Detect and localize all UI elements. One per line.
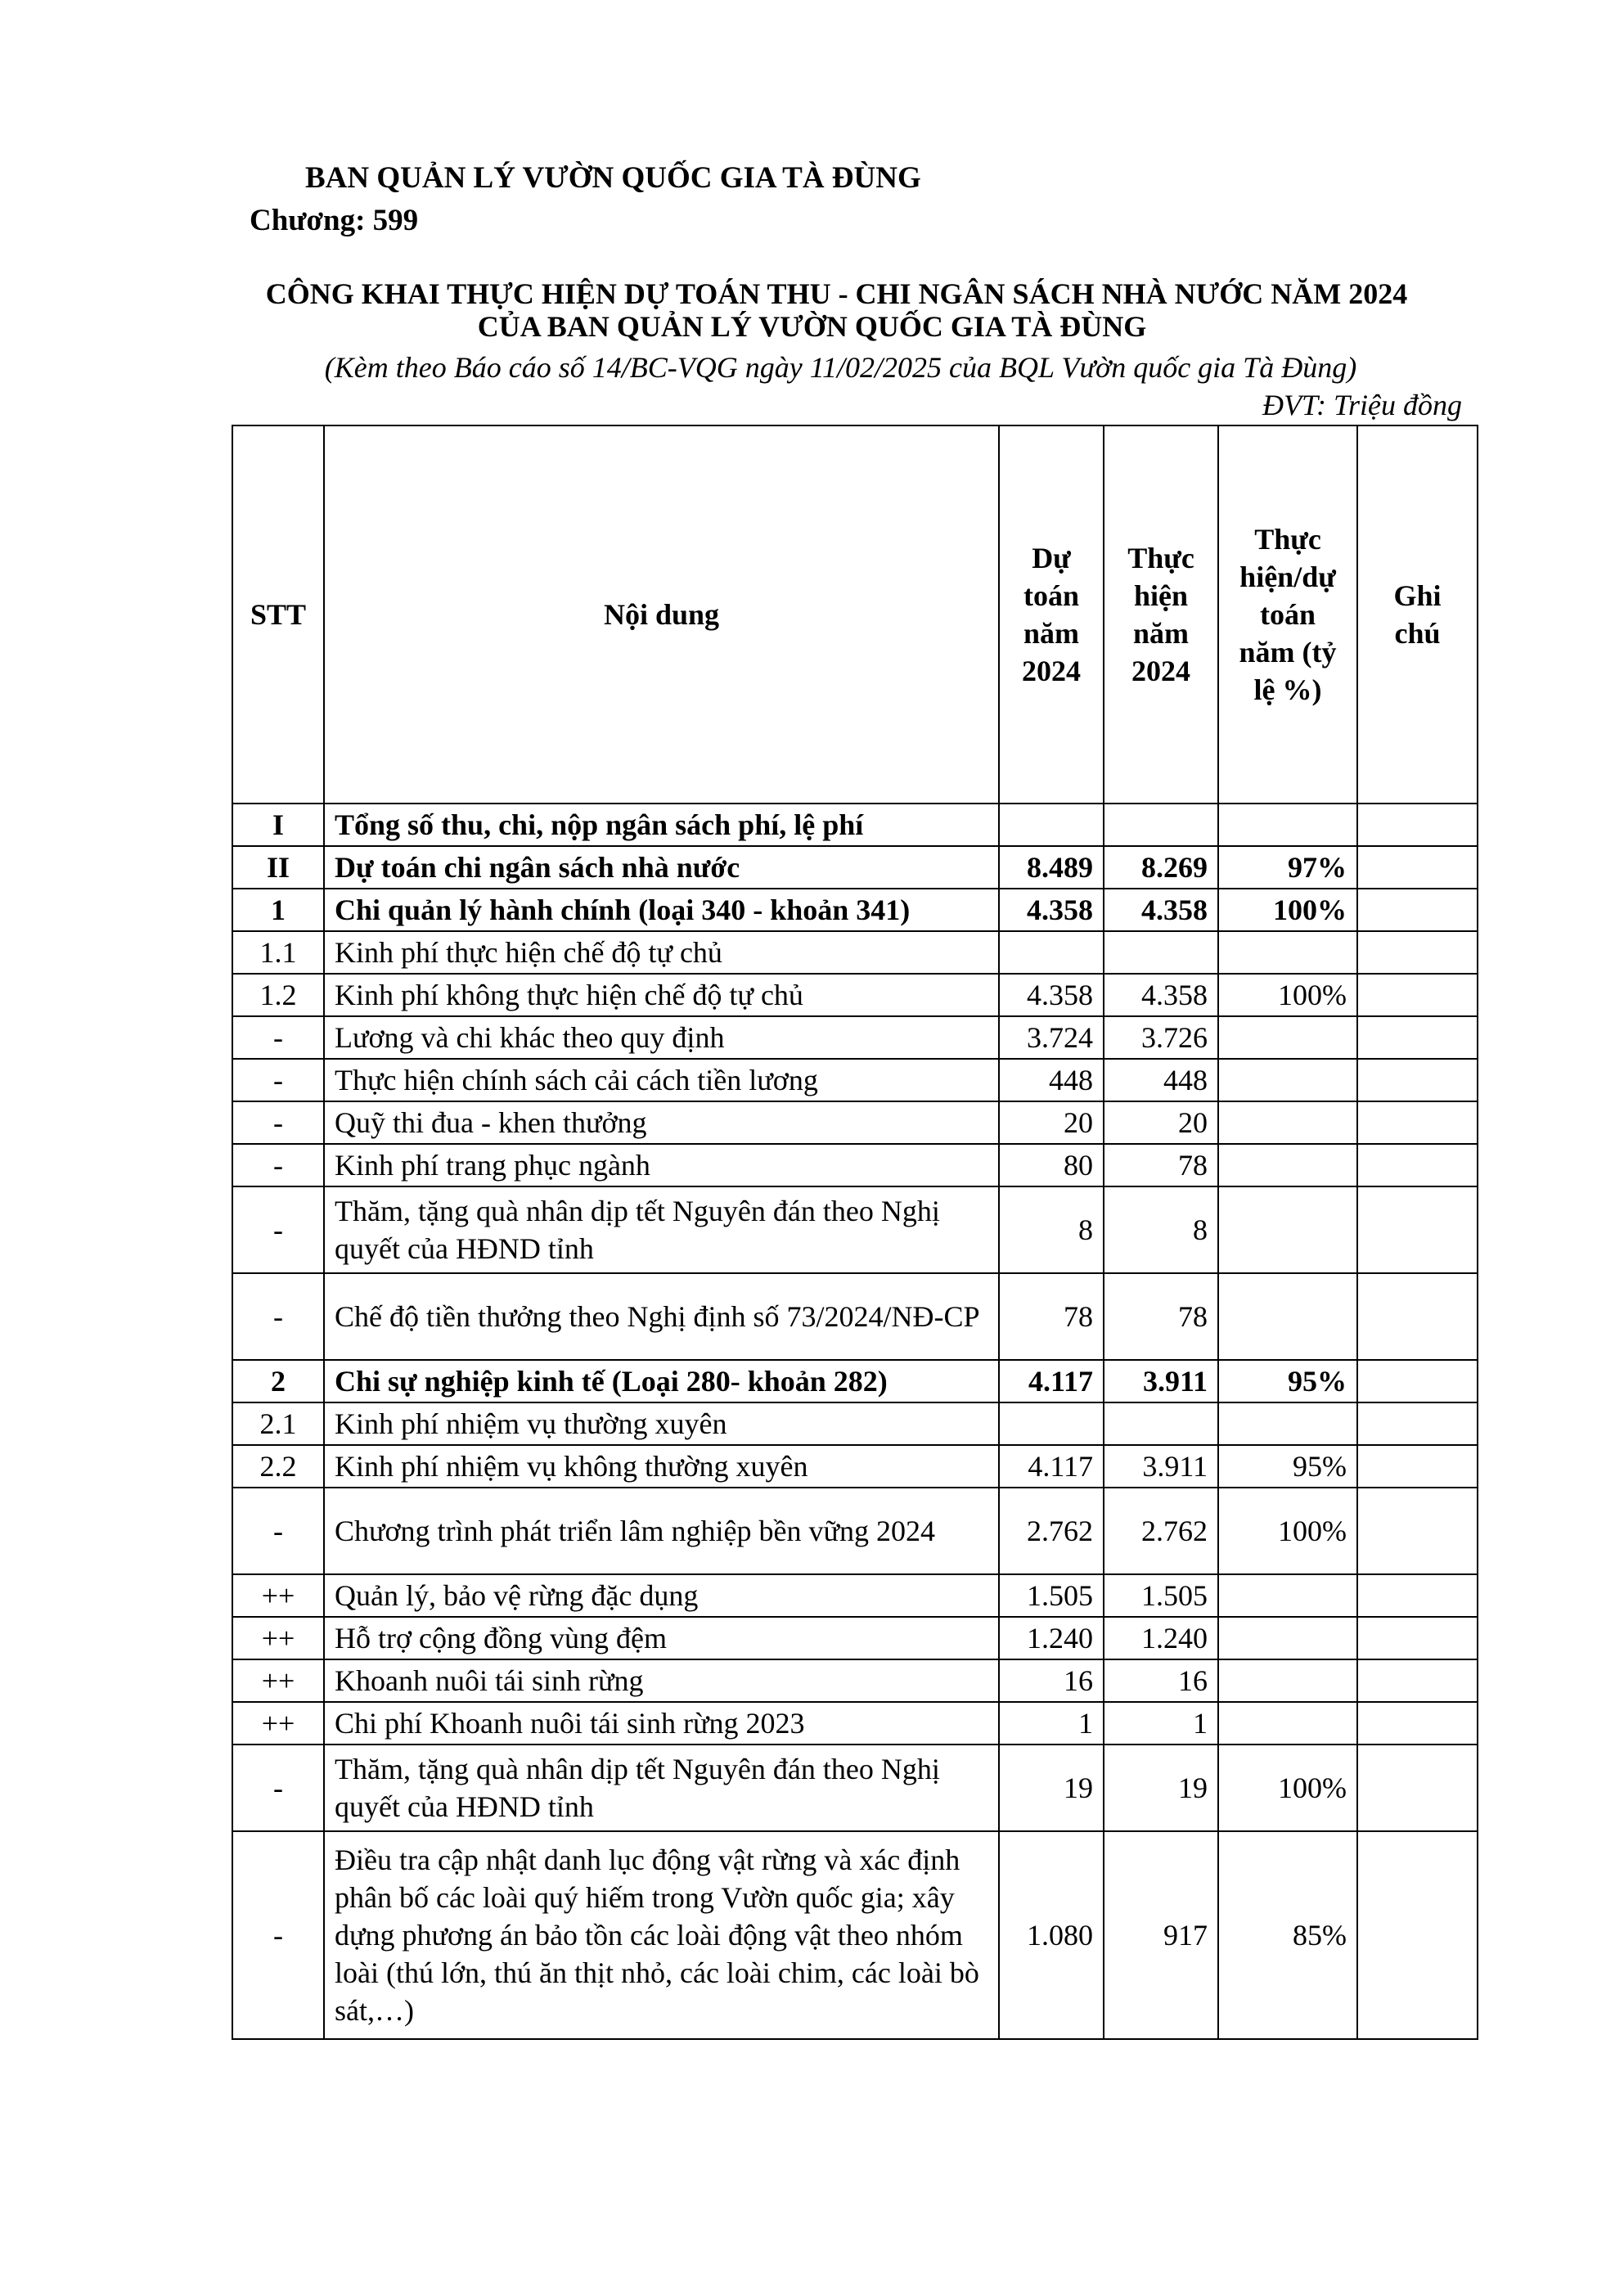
cell-estimate: 3.724 (999, 1016, 1104, 1059)
cell-content: Điều tra cập nhật danh lục động vật rừng và xác định phân bố các loài quý hiếm trong Vườn quốc gia; xây dựng phương án bảo tồn các loài động vật theo nhóm loài (thú lớn, thú ăn thịt nhỏ, các loài chim, các loài bò sát,…) (324, 1831, 999, 2039)
cell-estimate: 448 (999, 1059, 1104, 1101)
cell-note (1357, 1101, 1478, 1144)
cell-stt: - (232, 1059, 324, 1101)
cell-ratio (1218, 1659, 1357, 1702)
column-header-ratio: Thực hiện/dự toán năm (tỷ lệ %) (1218, 425, 1357, 804)
cell-content: Kinh phí nhiệm vụ thường xuyên (324, 1402, 999, 1445)
table-row (232, 1831, 1478, 2039)
cell-content: Chi quản lý hành chính (loại 340 - khoản 341) (324, 889, 999, 931)
cell-stt: - (232, 1101, 324, 1144)
cell-note (1357, 1059, 1478, 1101)
cell-ratio (1218, 1702, 1357, 1745)
table-row (232, 931, 1478, 974)
cell-estimate: 4.117 (999, 1360, 1104, 1402)
document-title-line1: CÔNG KHAI THỰC HIỆN DỰ TOÁN THU - CHI NGÂN SÁCH NHÀ NƯỚC NĂM 2024 (265, 277, 1408, 310)
cell-note (1357, 1445, 1478, 1488)
cell-actual: 20 (1104, 1101, 1218, 1144)
cell-content: Thực hiện chính sách cải cách tiền lương (324, 1059, 999, 1101)
cell-content: Chi phí Khoanh nuôi tái sinh rừng 2023 (324, 1702, 999, 1745)
cell-actual: 1.505 (1104, 1574, 1218, 1617)
cell-actual (1104, 931, 1218, 974)
cell-note (1357, 1360, 1478, 1402)
document-title-line2: CỦA BAN QUẢN LÝ VƯỜN QUỐC GIA TÀ ĐÙNG (477, 310, 1147, 343)
cell-content: Chế độ tiền thưởng theo Nghị định số 73/2024/NĐ-CP (324, 1273, 999, 1360)
cell-note (1357, 1016, 1478, 1059)
table-row (232, 1016, 1478, 1059)
cell-stt: 1 (232, 889, 324, 931)
cell-ratio (1218, 1186, 1357, 1273)
cell-estimate: 4.117 (999, 1445, 1104, 1488)
table-row (232, 1402, 1478, 1445)
cell-estimate: 1.505 (999, 1574, 1104, 1617)
cell-stt: - (232, 1831, 324, 2039)
cell-estimate: 19 (999, 1745, 1104, 1831)
cell-ratio: 100% (1218, 1745, 1357, 1831)
cell-note (1357, 846, 1478, 889)
cell-note (1357, 1144, 1478, 1186)
cell-actual: 1.240 (1104, 1617, 1218, 1659)
cell-note (1357, 1617, 1478, 1659)
cell-actual: 16 (1104, 1659, 1218, 1702)
cell-stt: ++ (232, 1702, 324, 1745)
cell-estimate: 8 (999, 1186, 1104, 1273)
cell-estimate (999, 931, 1104, 974)
cell-stt: II (232, 846, 324, 889)
unit-label: ĐVT: Triệu đồng (1262, 389, 1462, 421)
table-row (232, 846, 1478, 889)
cell-ratio: 100% (1218, 974, 1357, 1016)
cell-ratio: 85% (1218, 1831, 1357, 2039)
cell-actual (1104, 1402, 1218, 1445)
cell-note (1357, 1702, 1478, 1745)
table-row (232, 1617, 1478, 1659)
table-header-row (232, 425, 1478, 804)
cell-note (1357, 1745, 1478, 1831)
cell-note (1357, 804, 1478, 846)
cell-content: Kinh phí nhiệm vụ không thường xuyên (324, 1445, 999, 1488)
cell-content: Khoanh nuôi tái sinh rừng (324, 1659, 999, 1702)
cell-ratio (1218, 804, 1357, 846)
cell-note (1357, 1574, 1478, 1617)
cell-actual: 3.911 (1104, 1445, 1218, 1488)
cell-ratio: 95% (1218, 1360, 1357, 1402)
cell-content: Kinh phí trang phục ngành (324, 1144, 999, 1186)
cell-stt: - (232, 1745, 324, 1831)
cell-note (1357, 1831, 1478, 2039)
cell-note (1357, 1273, 1478, 1360)
cell-estimate (999, 804, 1104, 846)
cell-actual (1104, 804, 1218, 846)
cell-estimate: 8.489 (999, 846, 1104, 889)
cell-estimate: 1 (999, 1702, 1104, 1745)
cell-ratio (1218, 1059, 1357, 1101)
cell-ratio: 100% (1218, 889, 1357, 931)
table-row (232, 974, 1478, 1016)
table-row (232, 1659, 1478, 1702)
column-header-estimate: Dự toán năm 2024 (999, 425, 1104, 804)
cell-stt: - (232, 1186, 324, 1273)
cell-stt: - (232, 1273, 324, 1360)
cell-ratio: 95% (1218, 1445, 1357, 1488)
cell-estimate: 1.080 (999, 1831, 1104, 2039)
table-row (232, 1745, 1478, 1831)
cell-estimate: 4.358 (999, 889, 1104, 931)
cell-stt: 1.1 (232, 931, 324, 974)
cell-content: Dự toán chi ngân sách nhà nước (324, 846, 999, 889)
cell-stt: - (232, 1144, 324, 1186)
cell-stt: - (232, 1016, 324, 1059)
cell-note (1357, 931, 1478, 974)
cell-stt: ++ (232, 1574, 324, 1617)
cell-ratio: 100% (1218, 1488, 1357, 1574)
cell-ratio (1218, 1617, 1357, 1659)
column-header-content: Nội dung (324, 425, 999, 804)
cell-content: Thăm, tặng quà nhân dịp tết Nguyên đán theo Nghị quyết của HĐND tỉnh (324, 1745, 999, 1831)
cell-actual: 2.762 (1104, 1488, 1218, 1574)
cell-actual: 8.269 (1104, 846, 1218, 889)
table-row (232, 1059, 1478, 1101)
column-header-actual: Thực hiện năm 2024 (1104, 425, 1218, 804)
cell-stt: ++ (232, 1659, 324, 1702)
cell-stt: 1.2 (232, 974, 324, 1016)
cell-actual: 3.911 (1104, 1360, 1218, 1402)
cell-note (1357, 889, 1478, 931)
cell-note (1357, 1402, 1478, 1445)
table-row (232, 804, 1478, 846)
cell-note (1357, 974, 1478, 1016)
cell-estimate: 80 (999, 1144, 1104, 1186)
column-header-note: Ghi chú (1357, 425, 1478, 804)
cell-ratio (1218, 931, 1357, 974)
cell-actual: 4.358 (1104, 889, 1218, 931)
cell-note (1357, 1659, 1478, 1702)
cell-content: Tổng số thu, chi, nộp ngân sách phí, lệ phí (324, 804, 999, 846)
cell-actual: 3.726 (1104, 1016, 1218, 1059)
cell-actual: 4.358 (1104, 974, 1218, 1016)
cell-ratio (1218, 1574, 1357, 1617)
cell-actual: 78 (1104, 1273, 1218, 1360)
cell-actual: 1 (1104, 1702, 1218, 1745)
cell-actual: 78 (1104, 1144, 1218, 1186)
cell-ratio (1218, 1402, 1357, 1445)
cell-estimate: 20 (999, 1101, 1104, 1144)
cell-actual: 8 (1104, 1186, 1218, 1273)
cell-ratio (1218, 1273, 1357, 1360)
cell-actual: 917 (1104, 1831, 1218, 2039)
budget-table (232, 425, 1478, 2040)
cell-stt: ++ (232, 1617, 324, 1659)
cell-stt: 2 (232, 1360, 324, 1402)
cell-estimate: 78 (999, 1273, 1104, 1360)
cell-content: Chương trình phát triển lâm nghiệp bền vững 2024 (324, 1488, 999, 1574)
table-row (232, 1488, 1478, 1574)
table-row (232, 889, 1478, 931)
cell-content: Chi sự nghiệp kinh tế (Loại 280- khoản 282) (324, 1360, 999, 1402)
cell-stt: - (232, 1488, 324, 1574)
chapter-code: Chương: 599 (250, 204, 419, 237)
document-subtitle: (Kèm theo Báo cáo số 14/BC-VQG ngày 11/02/2025 của BQL Vườn quốc gia Tà Đùng) (324, 351, 1357, 384)
organization-name: BAN QUẢN LÝ VƯỜN QUỐC GIA TÀ ĐÙNG (305, 161, 921, 195)
cell-ratio (1218, 1144, 1357, 1186)
cell-note (1357, 1488, 1478, 1574)
column-header-stt: STT (232, 425, 324, 804)
cell-content: Hỗ trợ cộng đồng vùng đệm (324, 1617, 999, 1659)
cell-ratio (1218, 1016, 1357, 1059)
table-row (232, 1360, 1478, 1402)
cell-content: Thăm, tặng quà nhân dịp tết Nguyên đán theo Nghị quyết của HĐND tỉnh (324, 1186, 999, 1273)
cell-actual: 448 (1104, 1059, 1218, 1101)
cell-estimate: 1.240 (999, 1617, 1104, 1659)
table-row (232, 1186, 1478, 1273)
cell-estimate (999, 1402, 1104, 1445)
cell-content: Kinh phí không thực hiện chế độ tự chủ (324, 974, 999, 1016)
cell-estimate: 16 (999, 1659, 1104, 1702)
cell-stt: 2.1 (232, 1402, 324, 1445)
cell-content: Kinh phí thực hiện chế độ tự chủ (324, 931, 999, 974)
table-row (232, 1702, 1478, 1745)
cell-ratio (1218, 1101, 1357, 1144)
cell-stt: I (232, 804, 324, 846)
table-row (232, 1144, 1478, 1186)
cell-ratio: 97% (1218, 846, 1357, 889)
cell-note (1357, 1186, 1478, 1273)
table-row (232, 1574, 1478, 1617)
table-row (232, 1445, 1478, 1488)
cell-estimate: 4.358 (999, 974, 1104, 1016)
cell-content: Quỹ thi đua - khen thưởng (324, 1101, 999, 1144)
table-row (232, 1273, 1478, 1360)
cell-actual: 19 (1104, 1745, 1218, 1831)
cell-stt: 2.2 (232, 1445, 324, 1488)
table-row (232, 1101, 1478, 1144)
cell-content: Lương và chi khác theo quy định (324, 1016, 999, 1059)
cell-content: Quản lý, bảo vệ rừng đặc dụng (324, 1574, 999, 1617)
cell-estimate: 2.762 (999, 1488, 1104, 1574)
